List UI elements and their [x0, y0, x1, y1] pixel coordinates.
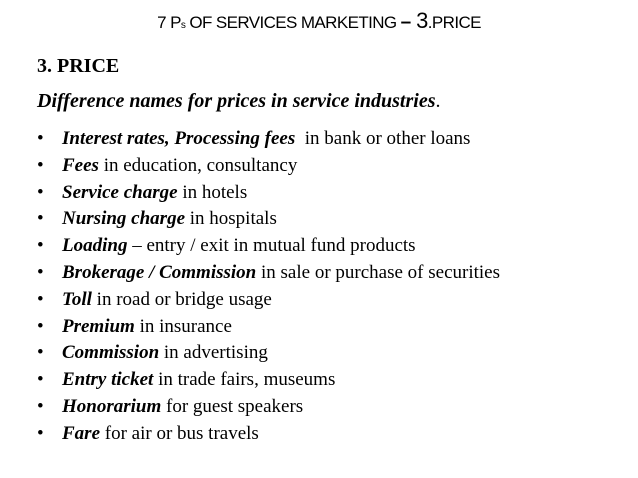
- title-subscript: s: [180, 20, 186, 31]
- item-term: Nursing charge: [62, 208, 185, 230]
- bullet-icon: •: [37, 235, 44, 257]
- intro-text: Difference names for prices in service industries: [37, 90, 436, 112]
- item-term: Brokerage / Commission: [62, 261, 257, 283]
- title-dash: –: [400, 12, 411, 33]
- list-item: [37, 126, 500, 153]
- bullet-icon: •: [37, 315, 44, 337]
- item-description: – entry / exit in mutual fund products: [127, 235, 416, 257]
- title-middle: OF SERVICES MARKETING: [185, 13, 401, 32]
- item-term: Loading: [62, 235, 128, 257]
- item-term: Fees: [62, 154, 99, 176]
- title-suffix: .PRICE: [427, 13, 481, 32]
- item-description: in hospitals: [185, 208, 277, 230]
- list-item: [37, 153, 500, 180]
- price-names-list: [37, 126, 500, 448]
- title-prefix: 7 P: [157, 13, 181, 32]
- list-item: [37, 367, 500, 394]
- bullet-icon: •: [37, 208, 44, 230]
- item-term: Toll: [62, 288, 92, 310]
- bullet-icon: •: [37, 181, 44, 203]
- item-description: in insurance: [134, 315, 232, 337]
- item-term: Fare: [62, 422, 100, 444]
- list-item: [37, 233, 500, 260]
- item-description: in sale or purchase of securities: [256, 261, 500, 283]
- item-description: in advertising: [159, 342, 268, 364]
- section-heading: 3. PRICE: [37, 55, 120, 77]
- list-item: [37, 260, 500, 287]
- list-item: [37, 180, 500, 207]
- intro-line: [37, 88, 441, 114]
- list-item: [37, 206, 500, 233]
- intro-end: .: [435, 90, 441, 112]
- item-term: Commission: [62, 342, 160, 364]
- bullet-icon: •: [37, 154, 44, 176]
- slide-title: [0, 6, 638, 41]
- list-item: [37, 421, 500, 448]
- bullet-icon: •: [37, 288, 44, 310]
- title-number: 3: [410, 8, 428, 33]
- item-term: Honorarium: [62, 395, 162, 417]
- item-term: Interest rates, Processing fees: [62, 128, 296, 149]
- item-term: Premium: [62, 315, 135, 337]
- item-term: Entry ticket: [62, 369, 154, 391]
- bullet-icon: •: [37, 261, 44, 283]
- bullet-icon: •: [37, 369, 44, 391]
- item-description: in education, consultancy: [98, 154, 298, 176]
- item-description: in hotels: [177, 181, 248, 203]
- bullet-icon: •: [37, 128, 44, 149]
- list-item: [37, 314, 500, 341]
- list-item: [37, 287, 500, 314]
- list-item: [37, 394, 500, 421]
- item-description: for guest speakers: [161, 395, 304, 417]
- bullet-icon: •: [37, 395, 44, 417]
- list-item: [37, 340, 500, 367]
- item-description: in trade fairs, museums: [153, 369, 336, 391]
- bullet-icon: •: [37, 422, 44, 444]
- item-term: Service charge: [62, 181, 178, 203]
- item-description: for air or bus travels: [100, 422, 259, 444]
- bullet-icon: •: [37, 342, 44, 364]
- item-description: in bank or other loans: [295, 128, 471, 149]
- item-description: in road or bridge usage: [91, 288, 272, 310]
